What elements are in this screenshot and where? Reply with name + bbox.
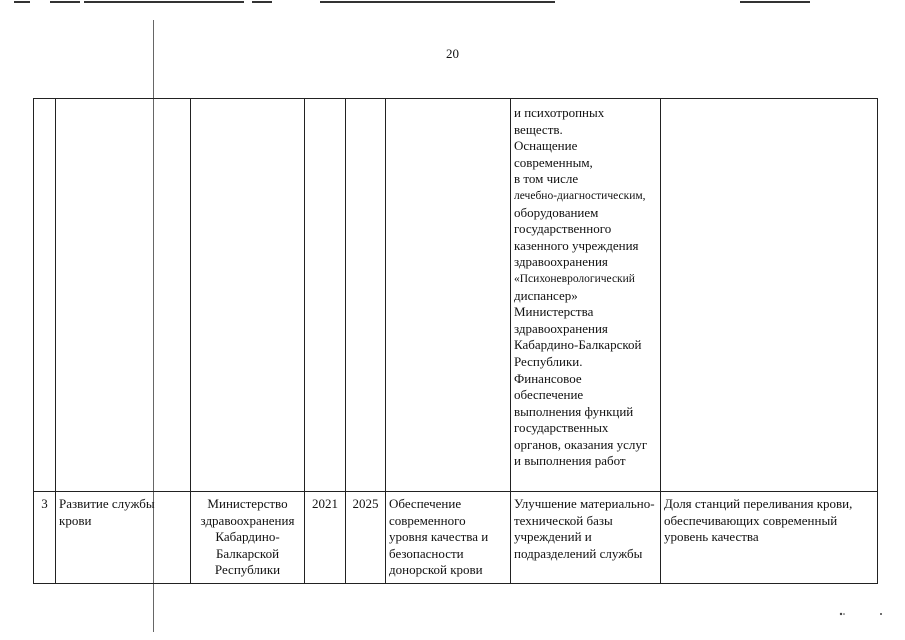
text-line: Министерства (514, 304, 594, 320)
text-line: Кабардино-Балкарской (514, 337, 642, 353)
cell-measures-continuation (511, 99, 661, 492)
text-line: государственных (514, 420, 609, 436)
text-line: Финансовое (514, 370, 582, 386)
text-line: веществ. (514, 121, 563, 137)
text-line: государственного (514, 221, 612, 237)
cell-number (34, 99, 56, 492)
text-line: и психотропных (514, 105, 605, 120)
text-line: выполнения функций (514, 403, 634, 419)
cell-executor (191, 99, 305, 492)
table-row (34, 492, 878, 584)
cell-year-end (346, 99, 386, 492)
cell-indicator (661, 99, 878, 492)
program-table (33, 98, 878, 584)
scan-artifact-top (0, 0, 905, 6)
text-line: органов, оказания услуг (514, 436, 648, 452)
cell-goal (386, 99, 511, 492)
text-line: здравоохранения (514, 320, 608, 336)
text-line: обеспечение (514, 387, 584, 403)
text-line: «Психоневрологический (514, 272, 635, 285)
text-line: лечебно-диагностическим, (514, 189, 646, 202)
text-line: диспансер» (514, 287, 578, 303)
cell-measures: Улучшение материально-технической базы учреждений и подразделений службы (511, 492, 661, 584)
text-line: Оснащение (514, 138, 578, 154)
cell-year-start (305, 99, 346, 492)
text-line: и выполнения работ (514, 453, 626, 469)
cell-year-start: 2021 (305, 492, 346, 584)
text-line: казенного учреждения (514, 237, 639, 253)
text-line: оборудованием (514, 204, 599, 220)
cell-indicator: Доля станций переливания крови, обеспечивающих современный уровень качества (661, 492, 878, 584)
cell-goal: Обеспечение современного уровня качества и безопасности донорской крови (386, 492, 511, 584)
text-line: здравоохранения (514, 254, 608, 270)
cell-number: 3 (34, 492, 56, 584)
scan-marks (837, 610, 887, 620)
page-number: 20 (446, 46, 459, 61)
cell-name (56, 99, 191, 492)
cell-executor: Министерство здравоохранения Кабардино-Балкарской Республики (191, 492, 305, 584)
table-row-continuation (34, 99, 878, 492)
scan-dots-icon (837, 610, 887, 618)
text-line: Республики. (514, 353, 583, 369)
text-line: в том числе (514, 171, 579, 187)
text-line: современным, (514, 154, 593, 170)
cell-name: Развитие службы крови (56, 492, 191, 584)
cell-year-end: 2025 (346, 492, 386, 584)
